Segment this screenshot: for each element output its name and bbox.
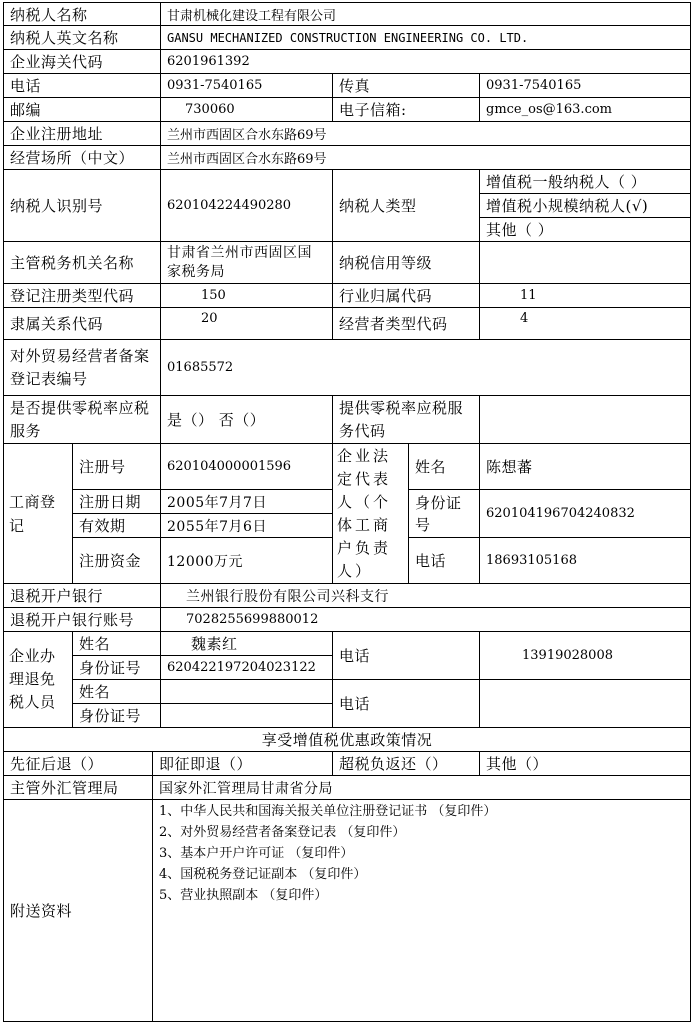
fax-value: 0931-7540165 [480,74,691,98]
vat-option-immediate-refund: 即征即退（） [153,752,333,776]
attachments-label: 附送资料 [3,800,153,1022]
vat-preference-title: 享受增值税优惠政策情况 [3,728,691,752]
registration-type-label: 登记注册类型代码 [3,284,161,308]
validity-value: 2055年7月6日 [161,514,333,538]
legal-rep-name-label: 姓名 [409,444,480,490]
taxpayer-english-name-label: 纳税人英文名称 [3,26,161,50]
zero-rate-service-choice: 是（） 否（） [161,396,333,444]
registered-capital-value: 12000万元 [161,538,333,584]
legal-rep-phone-value: 18693105168 [480,538,691,584]
taxpayer-type-small-scale: 增值税小规模纳税人(√) [480,194,691,218]
phone-value: 0931-7540165 [161,74,333,98]
vat-option-excess-burden-refund: 超税负返还（） [333,752,480,776]
postcode-value: 730060 [161,98,333,122]
tax-authority-value: 甘肃省兰州市西固区国家税务局 [161,242,333,284]
zero-rate-code-label: 提供零税率应税服务代码 [333,396,480,444]
customs-code-label: 企业海关代码 [3,50,161,74]
registered-capital-label: 注册资金 [73,538,161,584]
staff2-name-label: 姓名 [73,680,161,704]
taxpayer-english-name-value: GANSU MECHANIZED CONSTRUCTION ENGINEERING CO. LTD. [161,26,691,50]
registration-number-label: 注册号 [73,444,161,490]
attachment-item: 3、基本户开户许可证 （复印件） [159,846,354,861]
business-registration-label: 工商登记 [3,444,73,584]
taxpayer-type-general: 增值税一般纳税人（ ） [480,170,691,194]
tax-authority-label: 主管税务机关名称 [3,242,161,284]
business-address-label: 经营场所（中文） [3,146,161,170]
taxpayer-type-label: 纳税人类型 [333,170,480,242]
business-address-value: 兰州市西固区合水东路69号 [161,146,691,170]
registration-type-value: 150 [161,284,333,308]
attachment-item: 2、对外贸易经营者备案登记表 （复印件） [159,825,406,840]
legal-representative-label: 企业法定代表人（个体工商户负责人） [333,444,409,584]
affiliation-code-value: 20 [161,308,333,340]
vat-option-refund-after-levy: 先征后退（） [3,752,153,776]
staff2-name-value [161,680,333,704]
taxpayer-type-other: 其他（ ） [480,218,691,242]
registered-address-value: 兰州市西固区合水东路69号 [161,122,691,146]
fax-label: 传真 [333,74,480,98]
foreign-trade-record-value: 01685572 [161,340,691,396]
refund-account-value: 7028255699880012 [161,608,691,632]
credit-rating-label: 纳税信用等级 [333,242,480,284]
staff1-phone-value: 13919028008 [480,632,691,680]
zero-rate-service-label: 是否提供零税率应税服务 [3,396,161,444]
industry-code-label: 行业归属代码 [333,284,480,308]
staff1-phone-label: 电话 [333,632,480,680]
refund-bank-value: 兰州银行股份有限公司兴科支行 [161,584,691,608]
email-label: 电子信箱: [333,98,480,122]
taxpayer-name-value: 甘肃机械化建设工程有限公司 [161,2,691,26]
forex-bureau-value: 国家外汇管理局甘肃省分局 [153,776,691,800]
refund-staff-label: 企业办理退免税人员 [3,632,73,728]
industry-code-value: 11 [480,284,691,308]
registration-date-value: 2005年7月7日 [161,490,333,514]
zero-rate-code-value [480,396,691,444]
legal-rep-phone-label: 电话 [409,538,480,584]
foreign-trade-record-label: 对外贸易经营者备案登记表编号 [3,340,161,396]
affiliation-code-label: 隶属关系代码 [3,308,161,340]
phone-label: 电话 [3,74,161,98]
taxpayer-id-label: 纳税人识别号 [3,170,161,242]
staff1-id-value: 620422197204023122 [161,656,333,680]
validity-label: 有效期 [73,514,161,538]
email-value: gmce_os@163.com [480,98,691,122]
refund-bank-label: 退税开户银行 [3,584,161,608]
operator-type-label: 经营者类型代码 [333,308,480,340]
staff2-phone-label: 电话 [333,680,480,728]
taxpayer-registration-form [3,2,691,1022]
legal-rep-name-value: 陈想蕃 [480,444,691,490]
attachment-item: 1、中华人民共和国海关报关单位注册登记证书 （复印件） [159,804,497,819]
refund-account-label: 退税开户银行账号 [3,608,161,632]
registration-date-label: 注册日期 [73,490,161,514]
attachment-item: 4、国税税务登记证副本 （复印件） [159,867,367,882]
attachments-list [153,800,691,1022]
attachment-item: 5、营业执照副本 （复印件） [159,888,328,903]
forex-bureau-label: 主管外汇管理局 [3,776,153,800]
staff1-name-value: 魏素红 [161,632,333,656]
staff2-phone-value [480,680,691,728]
operator-type-value: 4 [480,308,691,340]
registered-address-label: 企业注册地址 [3,122,161,146]
legal-rep-id-label: 身份证号 [409,490,480,538]
vat-option-other: 其他（） [480,752,691,776]
customs-code-value: 6201961392 [161,50,691,74]
taxpayer-name-label: 纳税人名称 [3,2,161,26]
taxpayer-id-value: 620104224490280 [161,170,333,242]
staff1-name-label: 姓名 [73,632,161,656]
staff1-id-label: 身份证号 [73,656,161,680]
credit-rating-value [480,242,691,284]
staff2-id-value [161,704,333,728]
postcode-label: 邮编 [3,98,161,122]
legal-rep-id-value: 620104196704240832 [480,490,691,538]
staff2-id-label: 身份证号 [73,704,161,728]
registration-number-value: 620104000001596 [161,444,333,490]
